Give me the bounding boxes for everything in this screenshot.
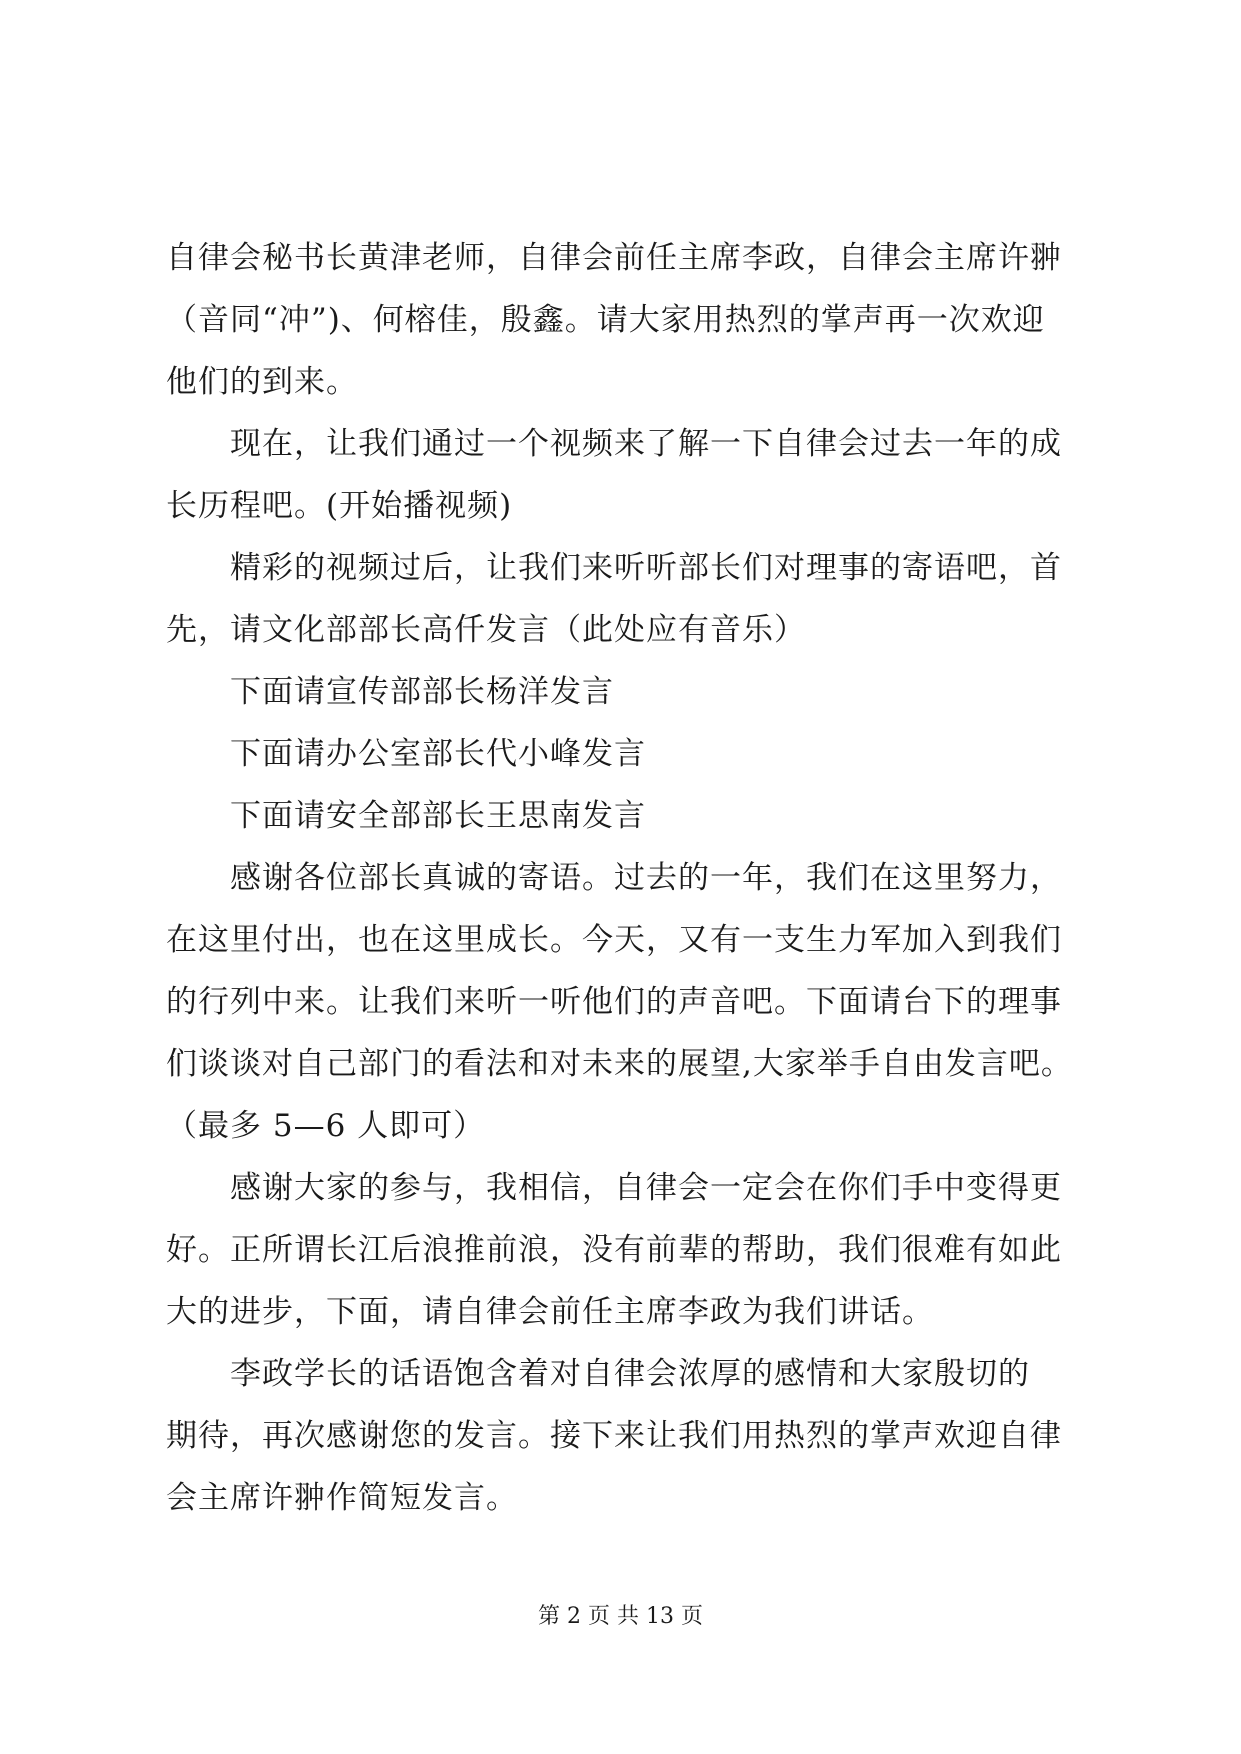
paragraph-start-line: 现在，让我们通过一个视频来了解一下自律会过去一年的成 <box>230 426 1062 462</box>
paragraph-start-line: 感谢各位部长真诚的寄语。过去的一年，我们在这里努力， <box>230 860 1062 896</box>
paragraph-start-line: 下面请安全部部长王思南发言 <box>230 798 646 834</box>
paragraph-start-line: 感谢大家的参与，我相信，自律会一定会在你们手中变得更 <box>230 1170 1062 1206</box>
paragraph-start-line: 下面请办公室部长代小峰发言 <box>230 736 646 772</box>
text-line: 他们的到来。 <box>166 364 358 400</box>
text-line: 好。正所谓长江后浪推前浪，没有前辈的帮助，我们很难有如此 <box>166 1232 1062 1268</box>
text-line: 在这里付出，也在这里成长。今天，又有一支生力军加入到我们 <box>166 922 1062 958</box>
text-line: 自律会秘书长黄津老师，自律会前任主席李政，自律会主席许翀 <box>166 240 1062 276</box>
text-line: （音同“冲”)、何榕佳，殷鑫。请大家用热烈的掌声再一次欢迎 <box>166 302 1045 338</box>
page-number-footer: 第 2 页 共 13 页 <box>538 1604 703 1629</box>
paragraph-start-line: 下面请宣传部部长杨洋发言 <box>230 674 614 710</box>
text-line: 先，请文化部部长高仟发言（此处应有音乐） <box>166 612 806 648</box>
paragraph-start-line: 李政学长的话语饱含着对自律会浓厚的感情和大家殷切的 <box>230 1356 1030 1392</box>
text-line: 长历程吧。(开始播视频) <box>166 488 513 524</box>
text-line: （最多 5—6 人即可） <box>166 1108 486 1144</box>
text-line: 会主席许翀作简短发言。 <box>166 1480 518 1516</box>
text-line: 大的进步，下面，请自律会前任主席李政为我们讲话。 <box>166 1294 934 1330</box>
text-line: 期待，再次感谢您的发言。接下来让我们用热烈的掌声欢迎自律 <box>166 1418 1062 1454</box>
text-line: 们谈谈对自己部门的看法和对未来的展望,大家举手自由发言吧。 <box>166 1046 1073 1082</box>
text-line: 的行列中来。让我们来听一听他们的声音吧。下面请台下的理事 <box>166 984 1062 1020</box>
paragraph-start-line: 精彩的视频过后，让我们来听听部长们对理事的寄语吧，首 <box>230 550 1062 586</box>
